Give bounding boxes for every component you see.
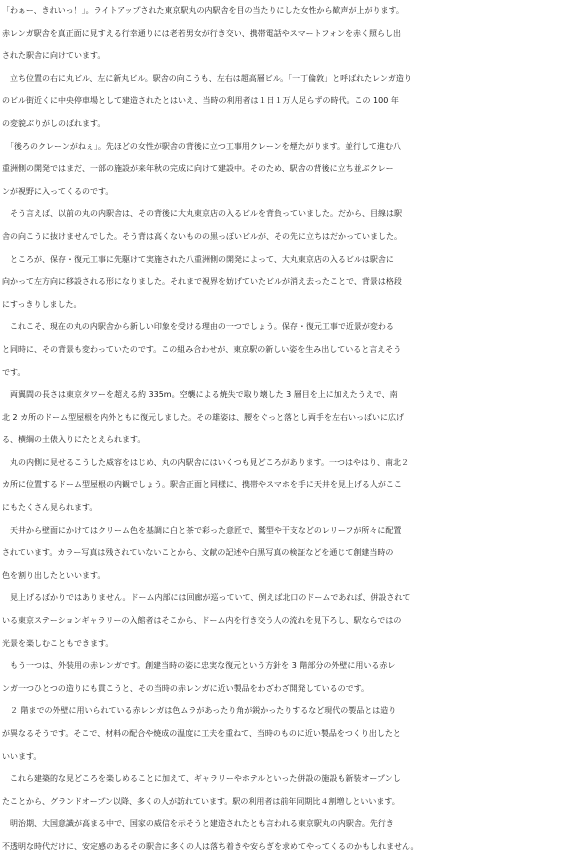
paragraph-line: 明治期、大国意識が高まる中で、国家の威信を示そうと建造されたとも言われる東京駅丸の内駅舎。先行き xyxy=(2,819,394,829)
article-paragraph xyxy=(2,249,580,317)
paragraph-line: たことから、グランドオープン以降、多くの人が訪れています。駅の利用者は前年同期比４割増しといいます。 xyxy=(2,796,400,806)
article-paragraph xyxy=(2,316,580,384)
paragraph-line: 向かって左方向に移設される形になりました。それまで視界を妨げていたビルが消え去ったことで、背景は格段 xyxy=(2,277,402,287)
paragraph-line: これら建築的な見どころを楽しめることに加えて、ギャラリーやホテルといった併設の施設も新装オープンし xyxy=(2,774,401,784)
article-paragraph xyxy=(2,655,580,700)
paragraph-line: 「わぁー、きれいっ！」。ライトアップされた東京駅丸の内駅舎を目の当たりにした女性から歓声が上がります。 xyxy=(2,6,404,15)
paragraph-line: 北 2 カ所のドーム型屋根を内外ともに復元しました。その雄姿は、腰をぐっと落とし両手を左右いっぱいに広げ xyxy=(2,412,405,422)
article-paragraph xyxy=(2,813,580,858)
paragraph-line: 立ち位置の右に丸ビル、左に新丸ビル。駅舎の向こうも、左右は超高層ビル。「一丁倫敦」と呼ばれたレンガ造り xyxy=(2,73,412,83)
article-paragraph xyxy=(2,0,580,68)
paragraph-line: 見上げるばかりではありません。ドーム内部には回廊が巡っていて、例えば北口のドームであれば、併設されて xyxy=(2,593,411,603)
article-paragraph xyxy=(2,203,580,248)
article-paragraph xyxy=(2,587,580,655)
paragraph-line: いる東京ステーションギャラリーの入館者はそこから、ドーム内を行き交う人の流れを見下ろし、駅ならではの xyxy=(2,616,402,626)
paragraph-line: る、横綱の土俵入りにたとえられます。 xyxy=(2,435,146,445)
article-paragraph xyxy=(2,452,580,520)
paragraph-line: 天井から壁面にかけてはクリーム色を基調に白と茶で彩った意匠で、鷲型や干支などのレリーフが所々に配置 xyxy=(2,525,402,535)
article-paragraph xyxy=(2,520,580,588)
paragraph-line: 「後ろのクレーンがねぇ」。先ほどの女性が駅舎の背後に立つ工事用クレーンを煙たがります。並行して進む八 xyxy=(2,141,402,151)
paragraph-line: ンガ一つひとつの造りにも貫こうと、その当時の赤レンガに近い製品をわざわざ開発しているのです。 xyxy=(2,683,369,693)
paragraph-line: ところが、保存・復元工事に先駆けて実施された八重洲側の開発によって、大丸東京店の入るビルは駅舎に xyxy=(2,254,394,264)
article-body xyxy=(2,0,580,859)
paragraph-line: にすっきりしました。 xyxy=(2,299,82,309)
paragraph-line: 両翼間の長さは東京タワーを超える約 335m。空襲による焼失で取り壊した 3 層目を上に加えたうえで、南 xyxy=(2,390,398,400)
article-paragraph xyxy=(2,700,580,768)
article-paragraph xyxy=(2,68,580,136)
paragraph-line: 重洲側の開発ではまだ、一部の施設が来年秋の完成に向けて建設中。そのため、駅舎の背後に立ち並ぶクレー xyxy=(2,164,394,174)
paragraph-line: されています。カラー写真は残されていないことから、文献の記述や白黒写真の検証などを通じて創建当時の xyxy=(2,548,394,558)
paragraph-line: 丸の内側に見せるこうした威容をはじめ、丸の内駅舎にはいくつも見どころがあります。一つはやはり、南北２ xyxy=(2,457,410,467)
paragraph-line: と同時に、その背景も変わっていたのです。この組み合わせが、東京駅の新しい姿を生み出していると言えそう xyxy=(2,344,402,354)
paragraph-line: のビル街近くに中央停車場として建造されたとはいえ、当時の利用者は１日１万人足らずの時代。この 100 年 xyxy=(2,96,399,106)
paragraph-line: された駅舎に向けています。 xyxy=(2,51,106,61)
paragraph-line: ンが視野に入ってくるのです。 xyxy=(2,186,114,196)
paragraph-line: 舎の向こうに抜けませんでした。そう背は高くないものの黒っぽいビルが、その先に立ちはだかっていました。 xyxy=(2,231,402,241)
paragraph-line: カ所に位置するドーム型屋根の内観でしょう。駅舎正面と同様に、携帯やスマホを手に天井を見上げる人がここ xyxy=(2,480,402,490)
paragraph-line: 赤レンガ駅舎を真正面に見すえる行幸通りには老若男女が行き交い、携帯電話やスマートフォンを赤く照らし出 xyxy=(2,28,401,38)
paragraph-line: です。 xyxy=(2,367,26,377)
article-paragraph xyxy=(2,136,580,204)
paragraph-line: もう一つは、外装用の赤レンガです。創建当時の姿に忠実な復元という方針を 3 階部分の外壁に用いる赤レ xyxy=(2,661,396,671)
paragraph-line: そう言えば、以前の丸の内駅舎は、その背後に大丸東京店の入るビルを背負っていました。だから、目線は駅 xyxy=(2,209,402,219)
paragraph-line: が異なるそうです。そこで、材料の配合や焼成の温度に工夫を重ねて、当時のものに近い製品をつくり出したと xyxy=(2,729,401,738)
paragraph-line: 色を割り出したといいます。 xyxy=(2,570,106,580)
paragraph-line: いいます。 xyxy=(2,751,42,761)
paragraph-line: にもたくさん見られます。 xyxy=(2,503,98,513)
article-paragraph xyxy=(2,384,580,452)
paragraph-line: 光景を楽しむこともできます。 xyxy=(2,638,114,648)
paragraph-line: の変貌ぶりがしのばれます。 xyxy=(2,118,106,128)
article-paragraph xyxy=(2,768,580,813)
paragraph-line: ２ 階までの外壁に用いられている赤レンガは色ムラがあったり角が鋭かったりするなど現代の製品とは造り xyxy=(2,706,397,716)
paragraph-line: これこそ、現在の丸の内駅舎から新しい印象を受ける理由の一つでしょう。保存・復元工事で近景が変わる xyxy=(2,322,394,332)
paragraph-line: 不透明な時代だけに、安定感のあるその駅舎に多くの人は落ち着きや安らぎを求めてやってくるのかもしれません。 xyxy=(2,841,419,851)
